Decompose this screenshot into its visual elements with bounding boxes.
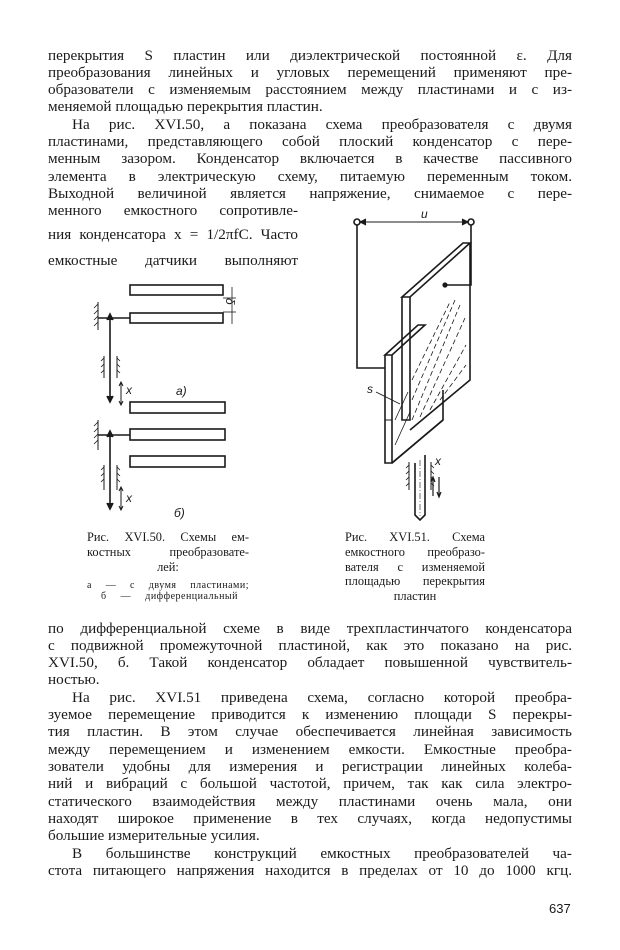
text-line: Выходной величиной является напряжение, снимаемое с пере- [48, 185, 572, 202]
text-line: пластинами, представляющего собой плоский конденсатор с пере- [48, 133, 572, 150]
caption-line: пластин [393, 589, 437, 603]
text-line: статического взаимодействия между пластинами очень мала, они [48, 793, 572, 810]
caption-line: Рис. XVI.51. Схема [345, 530, 485, 544]
x-label: x [126, 491, 132, 505]
label-a: а) [176, 384, 187, 398]
caption-line: емкостного преобразо- [345, 545, 485, 559]
caption-line: площадью перекрытия [345, 574, 485, 588]
text-line: В большинстве конструкций емкостных преобразователей ча- [72, 845, 572, 862]
text-line-formula: ния конденсатора x = 1/2πfC. Часто [48, 226, 298, 243]
text-line: перекрытия S пластин или диэлектрической постоянной ε. Для [48, 47, 572, 64]
text-line: меняемой площадью перекрытия пластин. [48, 98, 323, 115]
text-line: стота питающего напряжения находится в пределах от 10 до 1000 кгц. [48, 862, 572, 879]
delta-label: δ [223, 298, 237, 305]
legend-line: б — дифференциальный [101, 591, 238, 602]
x-label: x [126, 383, 132, 397]
text-line: зуемое перемещение приводится к изменению площади S перекры- [48, 706, 572, 723]
text-line: тия пластин. В этом случае обеспечивается линейная зависимость [48, 723, 572, 740]
text-line: емкостные датчики выполняют [48, 252, 298, 269]
text-line: зователи удобны для измерения и регистрации линейных колеба- [48, 758, 572, 775]
page-number: 637 [549, 901, 571, 916]
text-line: элемента в электрическую схему, питаемую переменным током. [48, 168, 572, 185]
caption-line: лей: [157, 560, 179, 574]
text-line: менного емкостного сопротивле- [48, 202, 298, 219]
label-b: б) [174, 506, 185, 520]
text-line: менным зазором. Конденсатор включается в качестве пассивного [48, 150, 572, 167]
x-label: x [435, 454, 441, 468]
text-line: На рис. XVI.51 приведена схема, согласно которой преобра- [72, 689, 572, 706]
figure-xvi-50-b [94, 402, 225, 510]
text-line: большие измерительные усилия. [48, 827, 260, 844]
figure-xvi-51 [354, 219, 474, 520]
text-line: образователи с изменяемым расстоянием между пластинами и с из- [48, 81, 572, 98]
text-line: XVI.50, б. Такой конденсатор обладает повышенной чувствитель- [48, 654, 572, 671]
text-line: На рис. XVI.50, а показана схема преобразователя с двумя [72, 116, 572, 133]
text-line: находят широкое применение в тех случаях, когда недопустимы [48, 810, 572, 827]
legend-line: а — с двумя пластинами; [87, 580, 249, 591]
text-line: между перемещением и изменением емкости. Емкостные преобра- [48, 741, 572, 758]
u-label: u [421, 207, 428, 221]
caption-line: костных преобразовате- [87, 545, 249, 559]
text-line: преобразования линейных и угловых перемещений применяют пре- [48, 64, 572, 81]
text-line: по дифференциальной схеме в виде трехпластинчатого конденсатора [48, 620, 572, 637]
caption-line: Рис. XVI.50. Схемы ем- [87, 530, 249, 544]
text-line: ний и вибраций с большой частотой, причем, так как сила электро- [48, 775, 572, 792]
text-line: ностью. [48, 671, 100, 688]
figure-xvi-50-a [94, 285, 236, 405]
text-line: с подвижной промежуточной пластиной, как это показано на рис. [48, 637, 572, 654]
s-label: s [367, 382, 373, 396]
caption-line: вателя с изменяемой [345, 560, 485, 574]
